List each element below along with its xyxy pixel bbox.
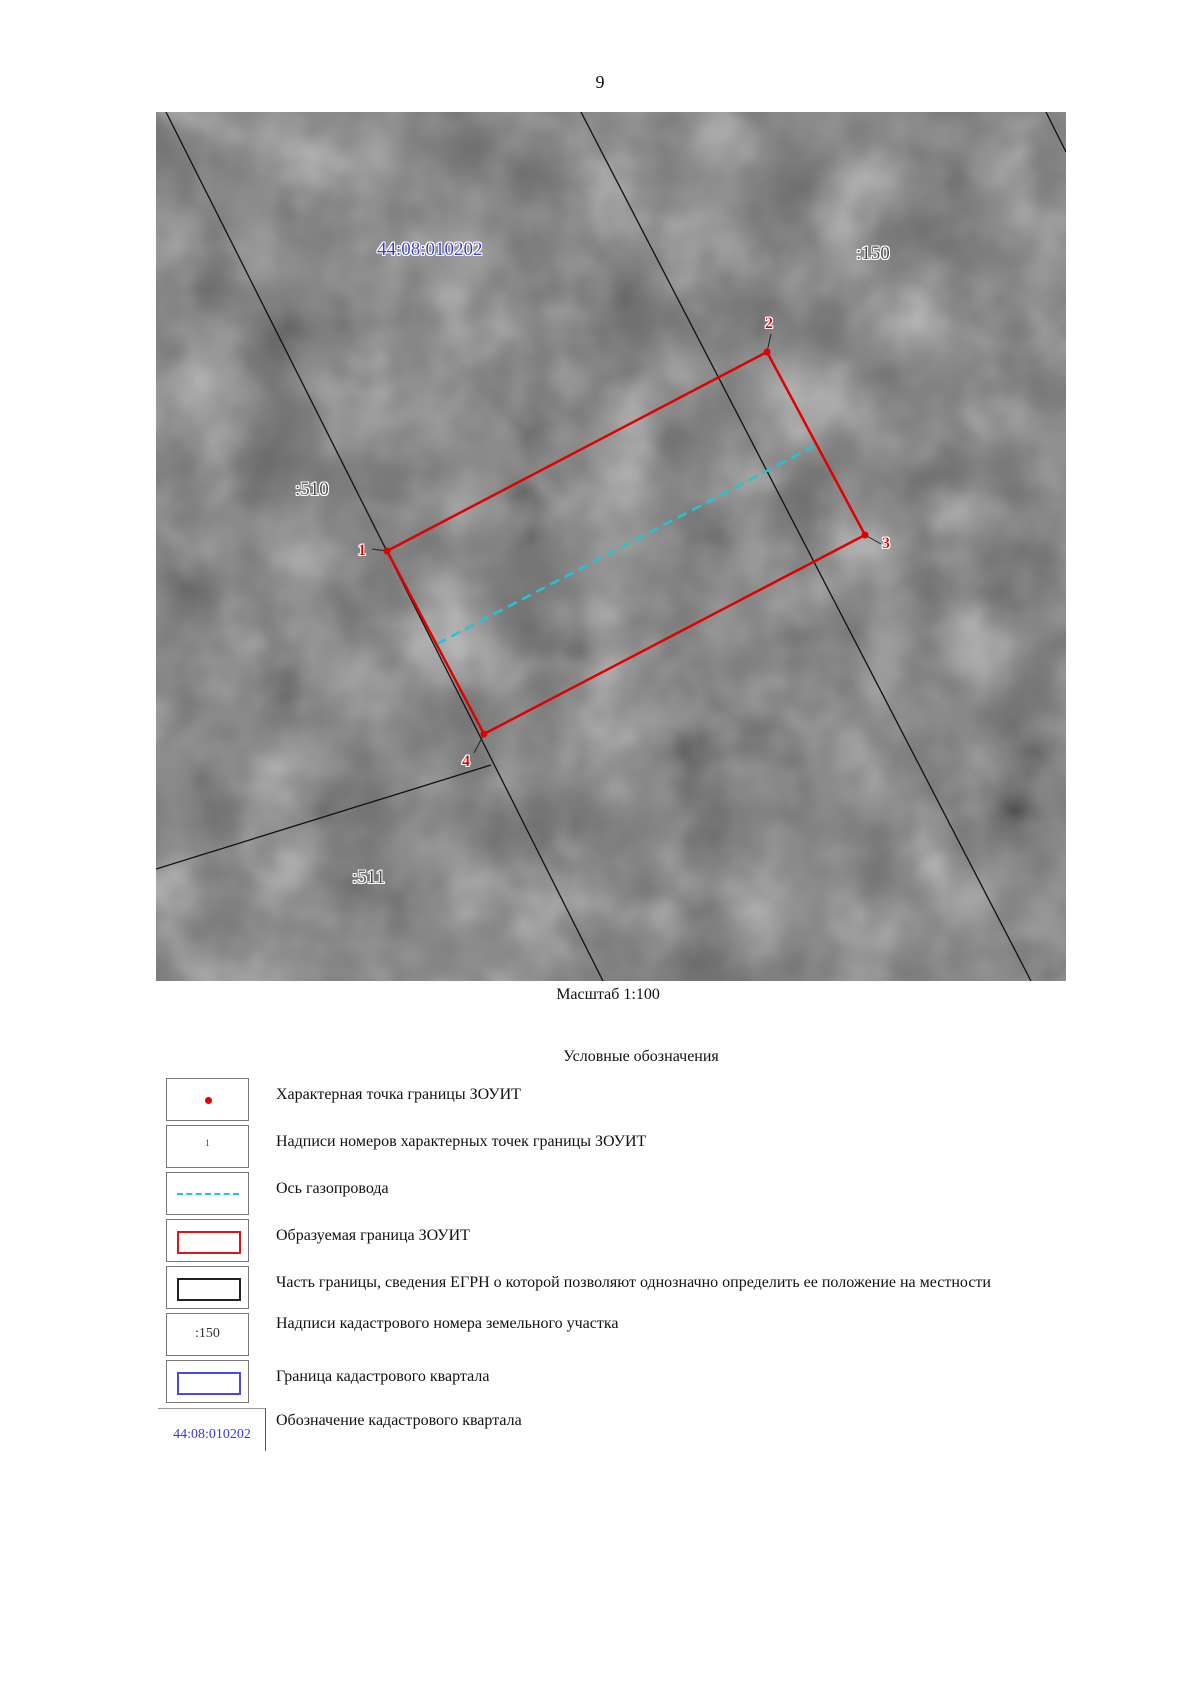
page-number: 9 [595, 72, 605, 92]
map-canvas [156, 112, 1066, 981]
point-2-marker [764, 349, 771, 356]
legend-symbol-box [166, 1125, 249, 1168]
red-rectangle-icon [177, 1231, 241, 1254]
legend-item-text: Надписи кадастрового номера земельного участка [276, 1315, 619, 1332]
cadastral-map [156, 112, 1066, 981]
legend-item-text: Образуемая граница ЗОУИТ [276, 1227, 470, 1244]
scale-caption: Масштаб 1:100 [556, 986, 660, 1003]
legend-item-text: Обозначение кадастрового квартала [276, 1412, 522, 1429]
point-3-marker [862, 532, 869, 539]
quarter-label: 44:08:010202 [377, 239, 483, 260]
blue-rectangle-icon [177, 1372, 241, 1395]
parcel-number-icon: :150 [195, 1326, 220, 1341]
point-4-marker [481, 731, 488, 738]
legend-item-text: Граница кадастрового квартала [276, 1368, 490, 1385]
point-label-4: 4 [462, 753, 470, 770]
point-label-2: 2 [765, 315, 773, 332]
legend-title: Условные обозначения [563, 1048, 719, 1065]
legend-symbol-box [158, 1408, 266, 1451]
quarter-number-icon: 44:08:010202 [173, 1427, 251, 1442]
point-1-marker [384, 548, 391, 555]
legend-symbol-box [166, 1313, 249, 1356]
legend-item-text: Характерная точка границы ЗОУИТ [276, 1086, 521, 1103]
legend-symbol-box [166, 1219, 249, 1262]
legend-symbol-box [166, 1078, 249, 1121]
orthophoto-texture [156, 112, 1066, 981]
point-label-1: 1 [358, 542, 366, 559]
cyan-dashed-line-icon [177, 1193, 239, 1195]
black-rectangle-icon [177, 1278, 241, 1301]
legend-item-text: Часть границы, сведения ЕГРН о которой позволяют однозначно определить ее положение на местности [276, 1274, 991, 1291]
red-dot-icon [205, 1097, 212, 1104]
legend-item-text: Надписи номеров характерных точек границы ЗОУИТ [276, 1133, 647, 1150]
point-label-3: 3 [882, 535, 890, 552]
parcel-label-150: :150 [856, 243, 890, 264]
legend-symbol-box [166, 1172, 249, 1215]
legend-item-text: Ось газопровода [276, 1180, 389, 1197]
parcel-label-510: :510 [295, 479, 329, 500]
legend-symbol-box [166, 1360, 249, 1403]
parcel-label-511: :511 [352, 867, 386, 888]
legend-symbol-box [166, 1266, 249, 1309]
point-number-icon: 1 [205, 1138, 210, 1148]
